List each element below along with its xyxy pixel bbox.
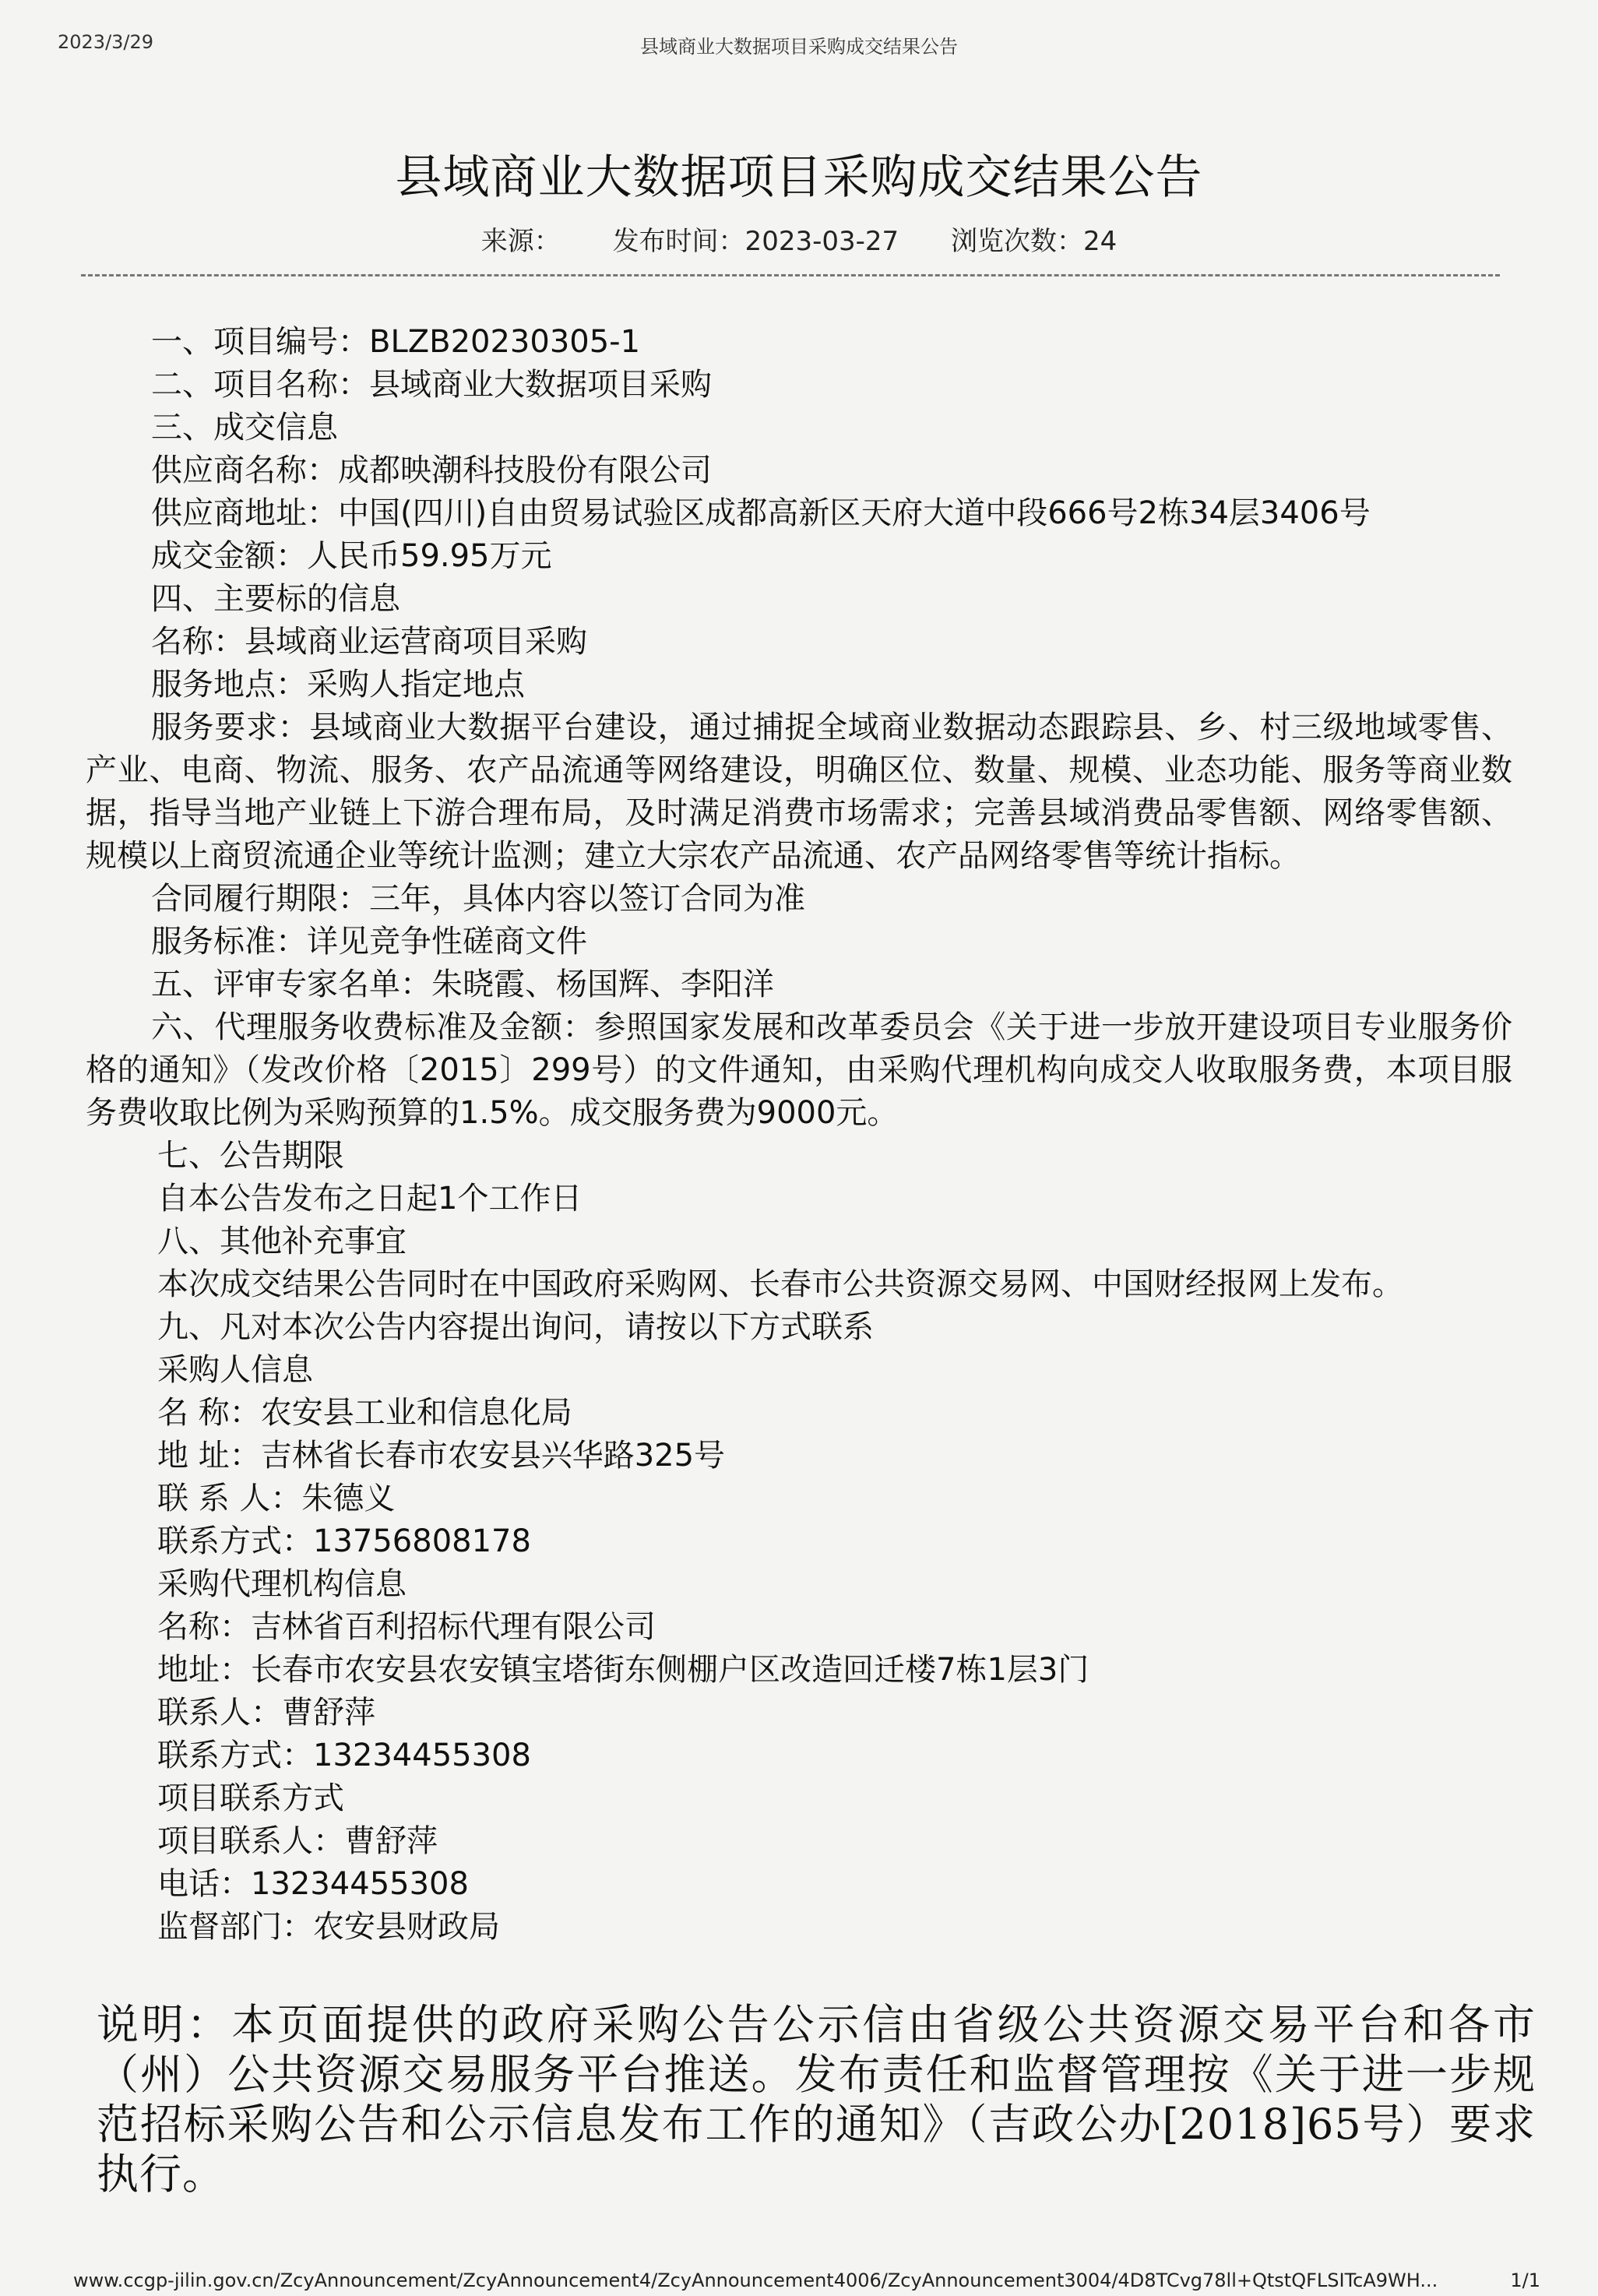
purchaser-contact: 联 系 人：朱德义 xyxy=(157,1481,396,1516)
document-title: 县域商业大数据项目采购成交结果公告 xyxy=(395,150,1203,206)
page-number: 1/1 xyxy=(1510,2270,1540,2291)
supplier-address: 供应商地址：中国(四川)自由贸易试验区成都高新区天府大道中段666号2栋34层3406号 xyxy=(151,495,1371,531)
project-number: 一、项目编号：BLZB20230305-1 xyxy=(151,324,641,360)
disclaimer-note: 说明：本页面提供的政府采购公告公示信由省级公共资源交易平台和各市（州）公共资源交易服务平台推送。发布责任和监督管理按《关于进一步规范招标采购公告和公示信息发布工作的通知》（吉政公办[2018]65号）要求执行。 xyxy=(97,2000,1536,2199)
section-heading: 三、成交信息 xyxy=(151,410,338,445)
agency-phone: 联系方式：13234455308 xyxy=(157,1738,531,1773)
purchaser-name: 名 称：农安县工业和信息化局 xyxy=(157,1395,572,1431)
purchaser-address: 地 址：吉林省长春市农安县兴华路325号 xyxy=(157,1438,726,1474)
service-requirements: 服务要求：县域商业大数据平台建设，通过捕捉全域商业数据动态跟踪县、乡、村三级地域零售、产业、电商、物流、服务、农产品流通等网络建设，明确区位、数量、规模、业态功能、服务等商业数据，指导当地产业链上下游合理布局，及时满足消费市场需求；完善县域消费品零售额、网络零售额、规模以上商贸流通企业等统计监测；建立大宗农产品流通、农产品网络零售等统计指标。 xyxy=(86,710,1512,874)
supervision-dept: 监督部门：农安县财政局 xyxy=(157,1909,500,1945)
supplier-name: 供应商名称：成都映潮科技股份有限公司 xyxy=(151,453,712,488)
section-heading: 八、其他补充事宜 xyxy=(157,1224,407,1259)
service-standard: 服务标准：详见竞争性磋商文件 xyxy=(151,924,587,960)
print-footer xyxy=(73,2270,1540,2293)
agency-address: 地址：长春市农安县农安镇宝塔街东侧棚户区改造回迁楼7栋1层3门 xyxy=(157,1652,1089,1688)
contract-period: 合同履行期限：三年，具体内容以签订合同为准 xyxy=(151,881,805,917)
section-heading: 七、公告期限 xyxy=(157,1138,344,1174)
source-label: 来源： xyxy=(480,226,561,257)
deal-amount: 成交金额：人民币59.95万元 xyxy=(151,538,552,574)
section-heading: 九、凡对本次公告内容提出询问，请按以下方式联系 xyxy=(157,1309,874,1345)
project-contact-heading: 项目联系方式 xyxy=(157,1780,344,1816)
page-url: www.ccgp-jilin.gov.cn/ZcyAnnouncement/ZcyAnnouncement4/ZcyAnnouncement4006/ZcyAnnouncement3004/4D8TCvg78ll+QtstQFLSITcA9WH... xyxy=(73,2270,1438,2291)
item-name: 名称：县域商业运营商项目采购 xyxy=(151,624,587,660)
agency-heading: 采购代理机构信息 xyxy=(157,1566,407,1602)
publish-time: 发布时间：2023-03-27 xyxy=(612,226,899,257)
agency-name: 名称：吉林省百利招标代理有限公司 xyxy=(157,1609,656,1645)
service-location: 服务地点：采购人指定地点 xyxy=(151,667,525,703)
divider xyxy=(81,274,1500,276)
supplementary-info: 本次成交结果公告同时在中国政府采购网、长春市公共资源交易网、中国财经报网上发布。 xyxy=(157,1266,1403,1302)
print-header-title: 县域商业大数据项目采购成交结果公告 xyxy=(640,36,958,58)
project-name: 二、项目名称：县域商业大数据项目采购 xyxy=(151,367,712,403)
project-phone: 电话：13234455308 xyxy=(157,1866,469,1902)
purchaser-phone: 联系方式：13756808178 xyxy=(157,1523,531,1559)
project-contact: 项目联系人：曹舒萍 xyxy=(157,1823,438,1859)
purchaser-heading: 采购人信息 xyxy=(157,1352,313,1388)
expert-list: 五、评审专家名单：朱晓霞、杨国辉、李阳洋 xyxy=(151,967,774,1002)
view-count: 浏览次数：24 xyxy=(950,226,1118,257)
agency-contact: 联系人：曹舒萍 xyxy=(157,1695,375,1731)
announcement-period: 自本公告发布之日起1个工作日 xyxy=(157,1181,583,1217)
print-header xyxy=(58,31,1540,62)
agency-fee: 六、代理服务收费标准及金额：参照国家发展和改革委员会《关于进一步放开建设项目专业服务价格的通知》（发改价格〔2015〕299号）的文件通知，由采购代理机构向成交人收取服务费，本项目服务费收取比例为采购预算的1.5%。成交服务费为9000元。 xyxy=(86,1009,1512,1131)
document-body xyxy=(86,321,1512,1949)
document-meta xyxy=(0,220,1598,258)
section-heading: 四、主要标的信息 xyxy=(151,581,400,617)
print-date: 2023/3/29 xyxy=(58,31,154,53)
